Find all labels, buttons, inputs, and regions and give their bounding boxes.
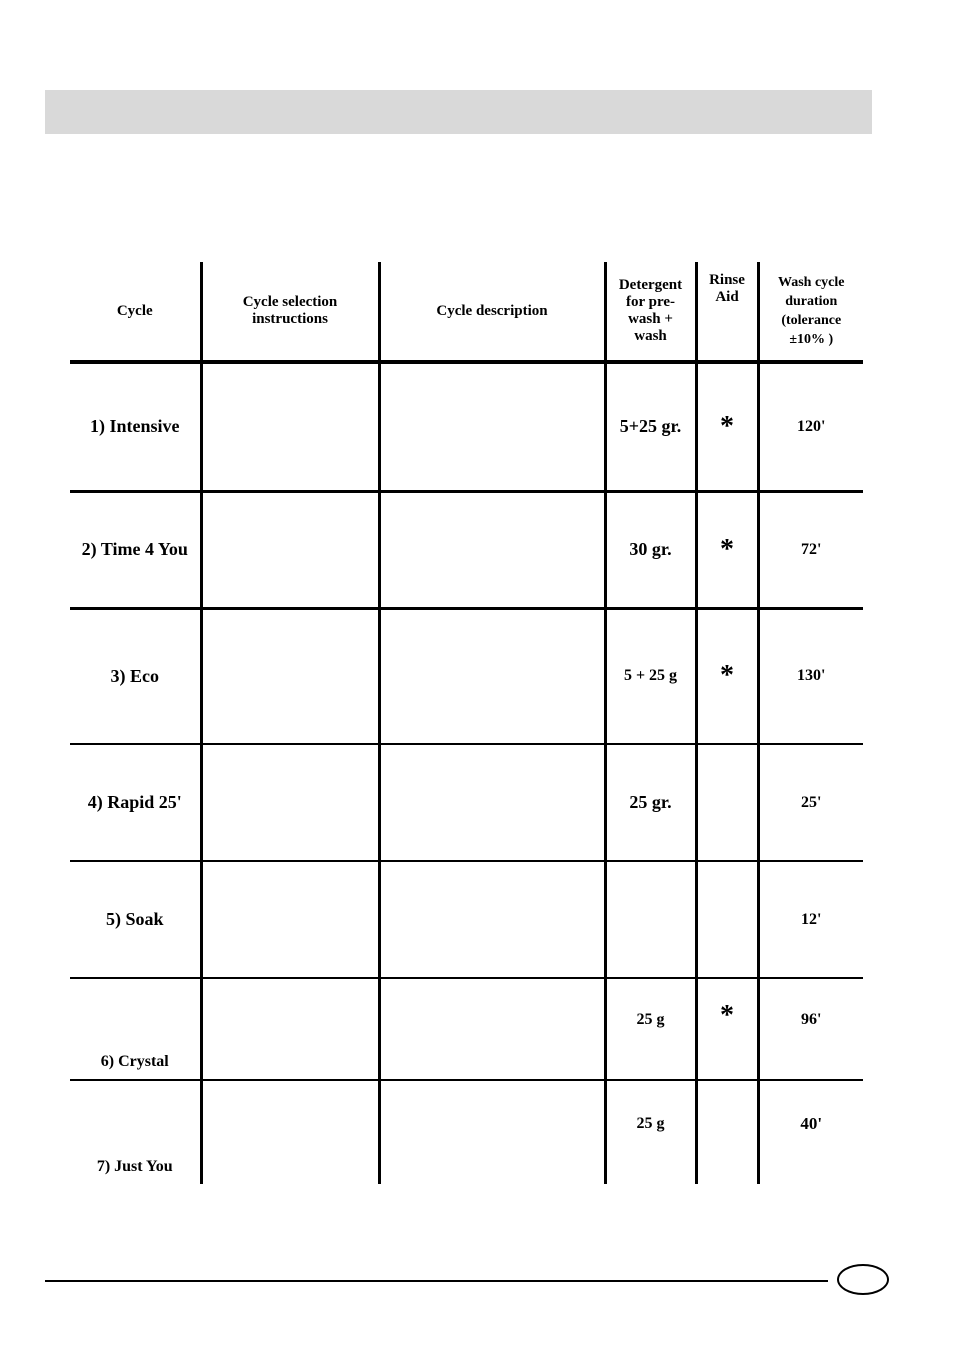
selection-cell (201, 1080, 379, 1184)
header-rinse: Rinse Aid (696, 262, 758, 362)
cycle-name: 4) Rapid 25' (70, 744, 201, 861)
rinse-aid-cell: * (696, 978, 758, 1080)
detergent-cell: 5+25 gr. (605, 362, 696, 491)
selection-cell (201, 362, 379, 491)
table-row (70, 608, 863, 744)
duration-cell: 25' (758, 744, 863, 861)
selection-cell (201, 491, 379, 608)
detergent-cell: 25 g (605, 1080, 696, 1184)
duration-cell: 120' (758, 362, 863, 491)
rinse-aid-cell (696, 861, 758, 978)
cycle-name: 2) Time 4 You (70, 491, 201, 608)
detergent-cell: 25 gr. (605, 744, 696, 861)
description-cell (379, 608, 605, 744)
rinse-aid-cell (696, 1080, 758, 1184)
duration-cell: 96' (758, 978, 863, 1080)
rinse-aid-cell: * (696, 491, 758, 608)
cycle-name: 7) Just You (96, 1158, 173, 1175)
header-duration: Wash cycle duration (tolerance ±10% ) (758, 262, 863, 362)
header-detergent: Detergent for pre-wash + wash (605, 262, 696, 362)
duration-cell: 40' (758, 1080, 863, 1184)
rinse-aid-cell: * (696, 608, 758, 744)
detergent-cell: 5 + 25 g (605, 608, 696, 744)
description-cell (379, 978, 605, 1080)
header-band (45, 90, 872, 134)
table-row (70, 1080, 863, 1184)
cycle-name: 3) Eco (70, 608, 201, 744)
detergent-cell: 30 gr. (605, 491, 696, 608)
detergent-cell (605, 861, 696, 978)
duration-cell: 72' (758, 491, 863, 608)
description-cell (379, 861, 605, 978)
cycle-name: 6) Crystal (70, 978, 201, 1080)
cycle-name: 1) Intensive (70, 362, 201, 491)
table-row (70, 491, 863, 608)
table-header-row (70, 262, 863, 362)
description-cell (379, 1080, 605, 1184)
footer-rule (45, 1280, 828, 1282)
selection-cell (201, 744, 379, 861)
header-description: Cycle description (379, 262, 605, 362)
description-cell (379, 362, 605, 491)
wash-cycles-table (70, 262, 863, 1184)
table-row (70, 362, 863, 491)
selection-cell (201, 861, 379, 978)
header-cycle: Cycle (70, 262, 201, 362)
selection-cell (201, 978, 379, 1080)
cycle-name: 5) Soak (70, 861, 201, 978)
description-cell (379, 744, 605, 861)
selection-cell (201, 608, 379, 744)
duration-cell: 130' (758, 608, 863, 744)
header-selection: Cycle selection instructions (201, 262, 379, 362)
detergent-cell: 25 g (605, 978, 696, 1080)
table-row (70, 744, 863, 861)
table-row (70, 861, 863, 978)
rinse-aid-cell (696, 744, 758, 861)
duration-cell: 12' (758, 861, 863, 978)
rinse-aid-cell: * (696, 362, 758, 491)
description-cell (379, 491, 605, 608)
page-number-oval (837, 1264, 889, 1295)
table-row (70, 978, 863, 1080)
